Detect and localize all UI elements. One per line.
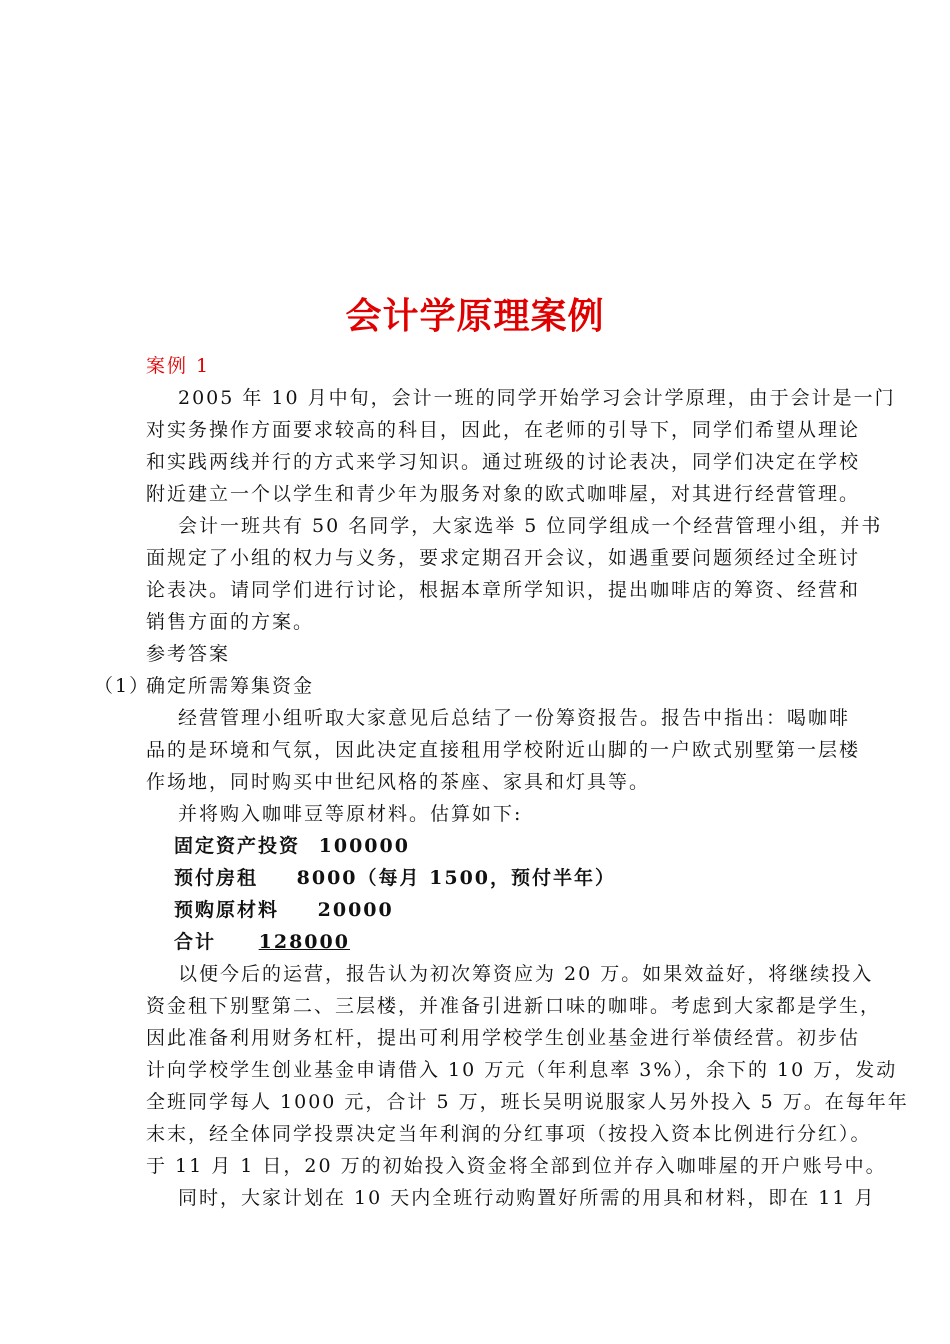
budget-row-rent bbox=[174, 866, 616, 890]
case-label: 案例 1 bbox=[146, 355, 211, 377]
budget-row-total bbox=[174, 930, 350, 954]
answer-label: 参考答案 bbox=[146, 643, 231, 665]
section-heading: 确定所需筹集资金 bbox=[146, 675, 315, 697]
paragraph-line: 2005 年 10 月中旬，会计一班的同学开始学习会计学原理，由于会计是一门 bbox=[178, 387, 896, 409]
paragraph-line: 于 11 月 1 日，20 万的初始投入资金将全部到位并存入咖啡屋的开户账号中。 bbox=[146, 1155, 887, 1177]
paragraph-line: 并将购入咖啡豆等原材料。估算如下: bbox=[178, 803, 523, 825]
budget-label: 预购原材料 bbox=[174, 899, 280, 921]
paragraph-line: 和实践两线并行的方式来学习知识。通过班级的讨论表决，同学们决定在学校 bbox=[146, 451, 861, 473]
paragraph-line: 因此准备利用财务杠杆，提出可利用学校学生创业基金进行举债经营。初步估 bbox=[146, 1027, 861, 1049]
paragraph-line: 品的是环境和气氛，因此决定直接租用学校附近山脚的一户欧式别墅第一层楼 bbox=[146, 739, 861, 761]
paragraph-line: 同时，大家计划在 10 天内全班行动购置好所需的用具和材料，即在 11 月 bbox=[178, 1187, 876, 1209]
budget-label: 预付房租 bbox=[174, 867, 259, 889]
paragraph-line: 经营管理小组听取大家意见后总结了一份筹资报告。报告中指出：喝咖啡 bbox=[178, 707, 851, 729]
paragraph-line: 资金租下别墅第二、三层楼，并准备引进新口味的咖啡。考虑到大家都是学生， bbox=[146, 995, 882, 1017]
page-title: 会计学原理案例 bbox=[345, 296, 605, 337]
paragraph-line: 计向学校学生创业基金申请借入 10 万元（年利息率 3%），余下的 10 万，发动 bbox=[146, 1059, 898, 1081]
paragraph-line: 面规定了小组的权力与义务，要求定期召开会议，如遇重要问题须经过全班讨 bbox=[146, 547, 861, 569]
paragraph-line: 销售方面的方案。 bbox=[146, 611, 315, 633]
paragraph-line: 全班同学每人 1000 元，合计 5 万，班长吴明说服家人另外投入 5 万。在每年年 bbox=[146, 1091, 909, 1113]
paragraph-line: 论表决。请同学们进行讨论，根据本章所学知识，提出咖啡店的筹资、经营和 bbox=[146, 579, 861, 601]
budget-row-fixed-assets bbox=[174, 834, 410, 858]
paragraph-line: 以便今后的运营，报告认为初次筹资应为 20 万。如果效益好，将继续投入 bbox=[178, 963, 874, 985]
budget-row-materials bbox=[174, 898, 394, 922]
paragraph-line: 末末，经全体同学投票决定当年利润的分红事项（按投入资本比例进行分红）。 bbox=[146, 1123, 872, 1145]
paragraph-line: 作场地，同时购买中世纪风格的茶座、家具和灯具等。 bbox=[146, 771, 651, 793]
section-number: （1） bbox=[94, 675, 151, 697]
budget-total-value: 128000 bbox=[258, 931, 350, 953]
budget-value: 20000 bbox=[317, 899, 394, 921]
budget-value: 100000 bbox=[318, 835, 410, 857]
budget-label: 固定资产投资 bbox=[174, 835, 301, 857]
paragraph-line: 附近建立一个以学生和青少年为服务对象的欧式咖啡屋，对其进行经营管理。 bbox=[146, 483, 861, 505]
budget-label: 合计 bbox=[174, 931, 217, 953]
paragraph-line: 会计一班共有 50 名同学，大家选举 5 位同学组成一个经营管理小组，并书 bbox=[178, 515, 883, 537]
paragraph-line: 对实务操作方面要求较高的科目，因此，在老师的引导下，同学们希望从理论 bbox=[146, 419, 861, 441]
budget-value: 8000（每月 1500，预付半年） bbox=[296, 867, 617, 889]
